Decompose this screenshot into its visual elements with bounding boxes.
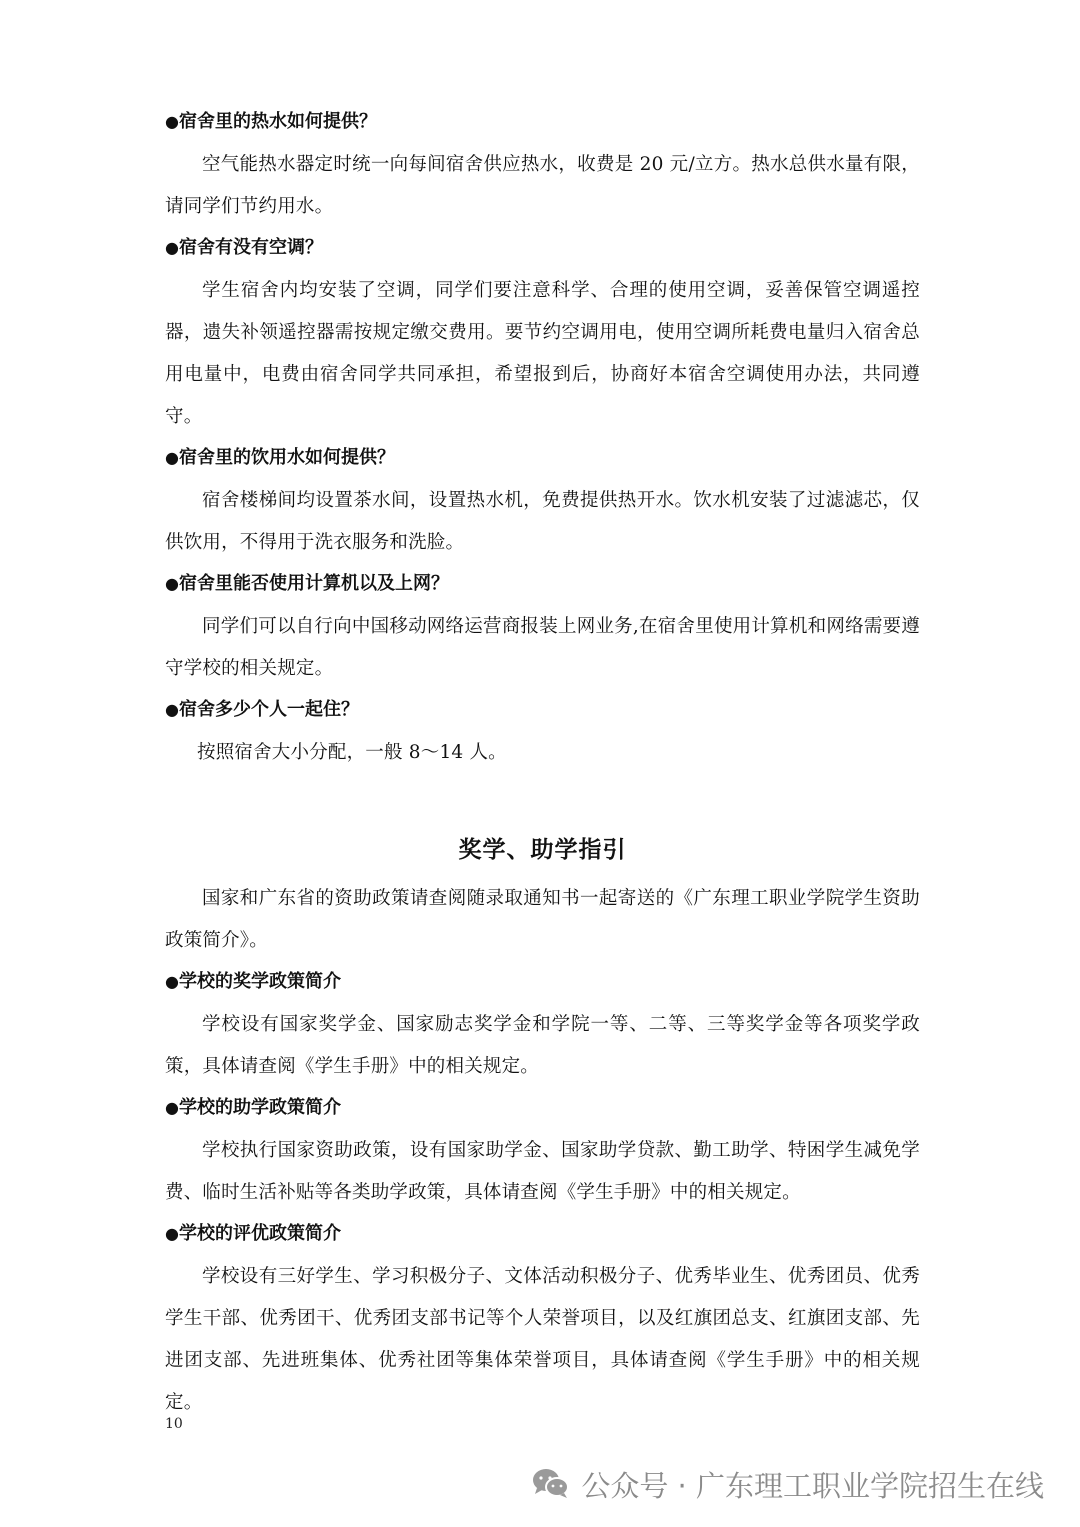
answer-drinking-water: 宿舍楼梯间均设置茶水间，设置热水机，免费提供热开水。饮水机安装了过滤滤芯，仅供饮用，不得用于洗衣服务和洗脸。 <box>165 490 920 553</box>
bullet-icon: ● <box>165 448 179 467</box>
question-text: 宿舍里能否使用计算机以及上网？ <box>178 573 449 594</box>
question-text: 学校的评优政策简介 <box>178 1223 341 1244</box>
page-number: 10 <box>165 1416 183 1432</box>
question-air-conditioning <box>165 234 920 262</box>
question-text: 宿舍里的热水如何提供？ <box>178 111 377 132</box>
document-body <box>165 108 920 1430</box>
answer-hot-water: 空气能热水器定时统一向每间宿舍供应热水，收费是 20 元/立方。热水总供水量有限，请同学们节约用水。 <box>165 154 920 217</box>
question-scholarship-policy <box>165 968 920 996</box>
scholarship-intro: 国家和广东省的资助政策请查阅随录取通知书一起寄送的《广东理工职业学院学生资助政策简介》。 <box>165 888 920 951</box>
answer-financial-aid: 学校执行国家资助政策，设有国家助学金、国家助学贷款、勤工助学、特困学生减免学费、临时生活补贴等各类助学政策，具体请查阅《学生手册》中的相关规定。 <box>165 1140 920 1203</box>
question-internet <box>165 570 920 598</box>
question-drinking-water <box>165 444 920 472</box>
question-text: 宿舍有没有空调？ <box>178 237 323 258</box>
section-title-scholarship: 奖学、助学指引 <box>458 837 627 863</box>
watermark-text: 公众号 · 广东理工职业学院招生在线 <box>581 1468 1044 1503</box>
bullet-icon: ● <box>165 1098 179 1117</box>
answer-internet: 同学们可以自行向中国移动网络运营商报装上网业务,在宿舍里使用计算机和网络需要遵守学校的相关规定。 <box>165 616 920 679</box>
question-text: 宿舍里的饮用水如何提供？ <box>178 447 395 468</box>
bullet-icon: ● <box>165 238 179 257</box>
bullet-icon: ● <box>165 972 179 991</box>
answer-honors-policy: 学校设有三好学生、学习积极分子、文体活动积极分子、优秀毕业生、优秀团员、优秀学生干部、优秀团干、优秀团支部书记等个人荣誉项目，以及红旗团总支、红旗团支部、先进团支部、先进班集体、优秀社团等集体荣誉项目，具体请查阅《学生手册》中的相关规定。 <box>165 1266 920 1413</box>
question-text: 学校的奖学政策简介 <box>178 971 341 992</box>
question-honors-policy <box>165 1220 920 1248</box>
question-text: 宿舍多少个人一起住？ <box>178 699 359 720</box>
question-financial-aid <box>165 1094 920 1122</box>
question-text: 学校的助学政策简介 <box>178 1097 341 1118</box>
question-hot-water <box>165 108 920 136</box>
answer-room-size: 按照宿舍大小分配，一般 8～14 人。 <box>197 742 507 763</box>
bullet-icon: ● <box>165 574 179 593</box>
bullet-icon: ● <box>165 112 179 131</box>
question-room-size <box>165 696 920 724</box>
watermark <box>531 1462 1044 1506</box>
bullet-icon: ● <box>165 700 179 719</box>
wechat-icon <box>531 1467 571 1501</box>
bullet-icon: ● <box>165 1224 179 1243</box>
answer-scholarship-policy: 学校设有国家奖学金、国家励志奖学金和学院一等、二等、三等奖学金等各项奖学政策，具体请查阅《学生手册》中的相关规定。 <box>165 1014 920 1077</box>
answer-air-conditioning: 学生宿舍内均安装了空调，同学们要注意科学、合理的使用空调，妥善保管空调遥控器，遗失补领遥控器需按规定缴交费用。要节约空调用电，使用空调所耗费电量归入宿舍总用电量中，电费由宿舍同学共同承担，希望报到后，协商好本宿舍空调使用办法，共同遵守。 <box>165 280 920 427</box>
